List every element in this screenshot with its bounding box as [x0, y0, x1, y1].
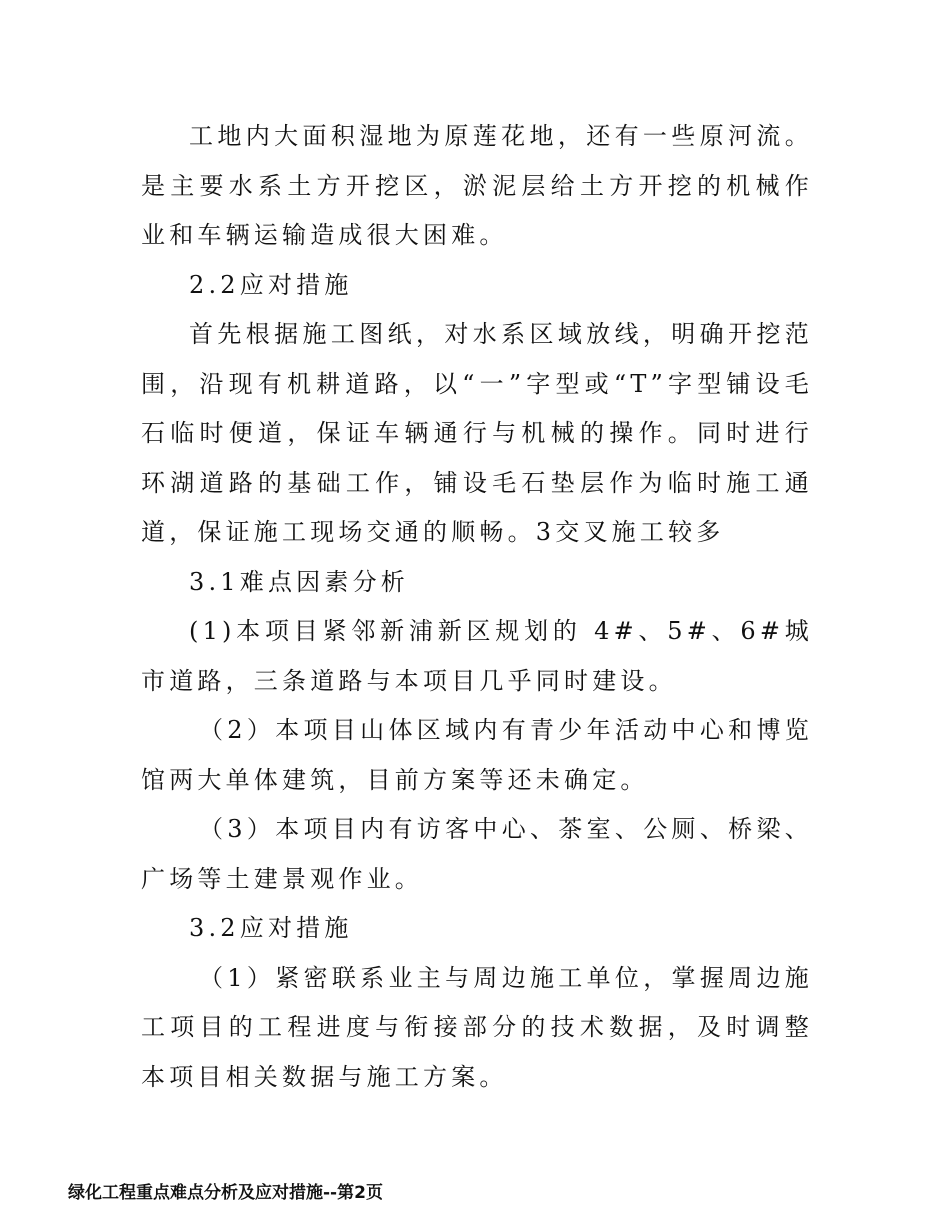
heading-3-2-measures: 3.2应对措施 [189, 914, 353, 942]
heading-3-1-analysis: 3.1难点因素分析 [189, 567, 409, 596]
paragraph-construction-road: 首先根据施工图纸，对水系区域放线，明确开挖范围，沿现有机耕道路，以“一”字型或“T”字型铺设毛石临时便道，保证车辆通行与机械的操作。同时进行环湖道路的基础工作，铺设毛石垫层作为临时施工通道，保证施工现场交通的顺畅。3交叉施工较多 [141, 320, 813, 546]
paragraph-item-3-landscape: （3）本项目内有访客中心、茶室、公厕、桥梁、广场等土建景观作业。 [141, 815, 813, 893]
document-body [141, 112, 813, 1102]
paragraph-item-1-roads: (1)本项目紧邻新浦新区规划的 4#、5#、6#城市道路，三条道路与本项目几乎同时建设。 [141, 617, 813, 695]
heading-2-2-measures: 2.2应对措施 [189, 270, 353, 299]
paragraph-item-2-buildings: （2）本项目山体区域内有青少年活动中心和博览馆两大单体建筑，目前方案等还未确定。 [141, 716, 813, 794]
page-footer: 绿化工程重点难点分析及应对措施--第2页 [68, 1183, 383, 1203]
paragraph-measure-1-coordination: （1）紧密联系业主与周边施工单位，掌握周边施工项目的工程进度与衔接部分的技术数据，及时调整本项目相关数据与施工方案。 [141, 963, 813, 1091]
paragraph-wetland-intro: 工地内大面积湿地为原莲花地，还有一些原河流。是主要水系土方开挖区，淤泥层给土方开挖的机械作业和车辆运输造成很大困难。 [141, 122, 813, 249]
